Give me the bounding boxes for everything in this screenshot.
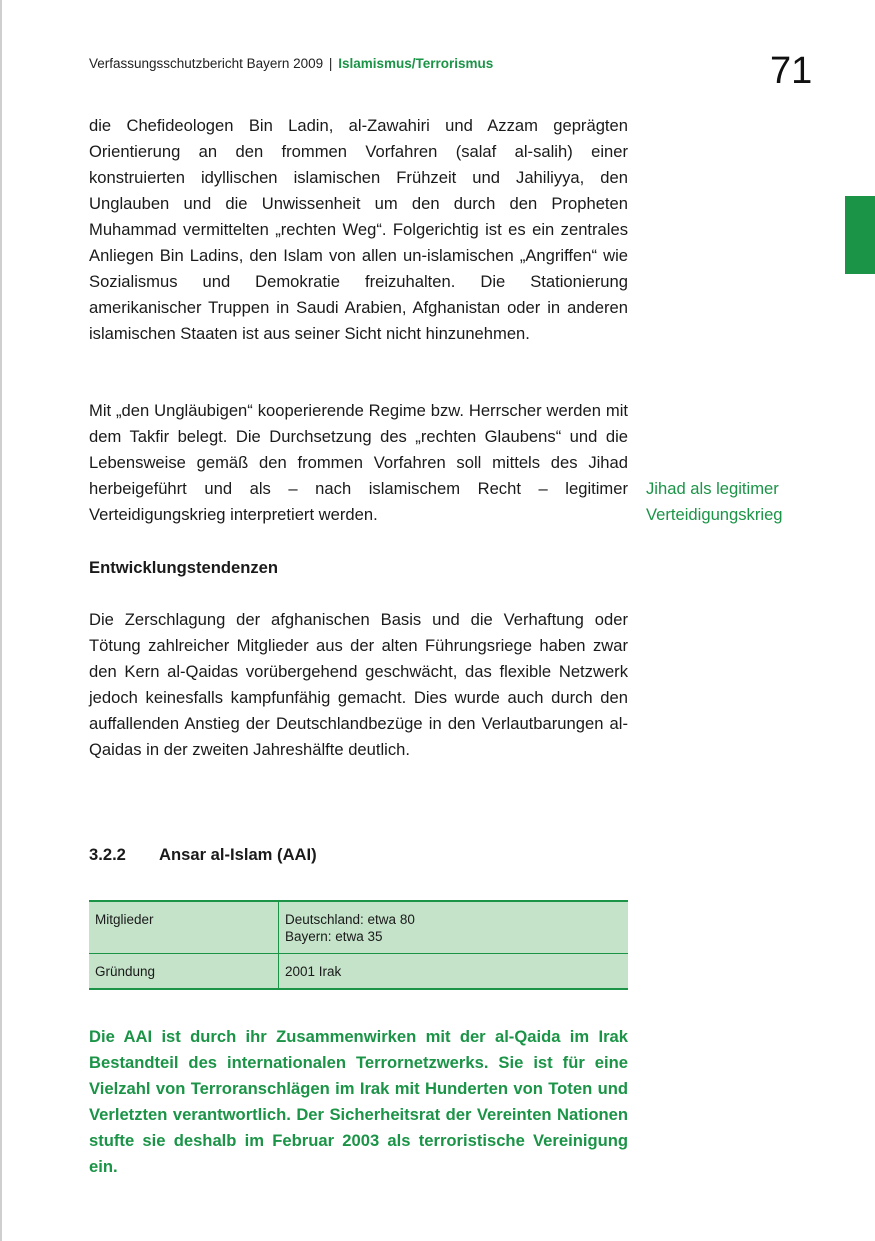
row-value-gruendung: 2001 Irak <box>279 954 629 990</box>
section-number: 3.2.2 <box>89 845 126 864</box>
paragraph-ideology: die Chefideologen Bin Ladin, al-Zawahiri und Azzam geprägten Orientierung an den frommen Vorfahren (salaf al-salih) einer konstruierten idyllischen islamischen Frühzeit und Jahiliyya, den Unglauben und die Unwissenheit um den durch den Propheten Muhammad vermittelten „rechten Weg“. Folgerichtig ist es ein zentrales Anliegen Bin Ladins, den Islam von allen un-islamischen „Angriffen“ wie Sozialismus und Demokratie freizuhalten. Die Stationierung amerikanischer Truppen in Saudi Arabien, Afghanistan oder in anderen islamischen Staaten ist aus seiner Sicht nicht hinzunehmen. <box>89 116 628 343</box>
members-germany: Deutschland: etwa 80 <box>285 912 415 927</box>
subheading-entwicklung: Entwicklungstendenzen <box>89 558 279 577</box>
margin-note-line-1: Jihad als legitimer <box>646 479 779 498</box>
table-row <box>89 954 628 990</box>
summary-highlight: Die AAI ist durch ihr Zusammenwirken mit der al-Qaida im Irak Bestandteil des internationalen Terrornetzwerks. Sie ist für eine Vielzahl von Terroranschlägen im Irak mit Hunderten von Toten und Verletzten verantwortlich. Der Sicherheitsrat der Vereinten Nationen stufte sie deshalb im Februar 2003 als terroristische Vereinigung ein. <box>89 1027 628 1176</box>
section-title: Ansar al-Islam (AAI) <box>159 845 317 864</box>
row-label-mitglieder: Mitglieder <box>89 901 279 954</box>
row-label-gruendung: Gründung <box>89 954 279 990</box>
chapter-tab-marker <box>845 196 875 274</box>
margin-note <box>646 476 846 528</box>
margin-note-line-2: Verteidigungskrieg <box>646 505 783 524</box>
publication-title: Verfassungsschutzbericht Bayern 2009 <box>89 56 324 71</box>
page-number: 71 <box>770 50 813 92</box>
row-value-mitglieder <box>279 901 629 954</box>
running-header <box>89 56 493 71</box>
header-separator: | <box>328 56 333 71</box>
section-heading <box>89 842 317 868</box>
paragraph-tendenzen: Die Zerschlagung der afghanischen Basis und die Verhaftung oder Tötung zahlreicher Mitglieder aus der alten Führungsriege haben zwar den Kern al-Qaidas vorübergehend geschwächt, das flexible Netzwerk jedoch keinesfalls kampfunfähig gemacht. Dies wurde auch durch den auffallenden Anstieg der Deutschlandbezüge in den Verlautbarungen al-Qaidas in der zweiten Jahreshälfte deutlich. <box>89 610 628 759</box>
table-row <box>89 901 628 954</box>
header-section: Islamismus/Terrorismus <box>338 56 494 71</box>
members-bavaria: Bayern: etwa 35 <box>285 929 383 944</box>
paragraph-takfir: Mit „den Ungläubigen“ kooperierende Regime bzw. Herrscher werden mit dem Takfir belegt. Die Durchsetzung des „rechten Glaubens“ und die Lebensweise gemäß den frommen Vorfahren soll mittels des Jihad herbeigeführt und als – nach islamischem Recht – legitimer Verteidigungskrieg interpretiert werden. <box>89 401 628 524</box>
organization-facts-table <box>89 900 628 990</box>
page-left-edge <box>0 0 2 1241</box>
